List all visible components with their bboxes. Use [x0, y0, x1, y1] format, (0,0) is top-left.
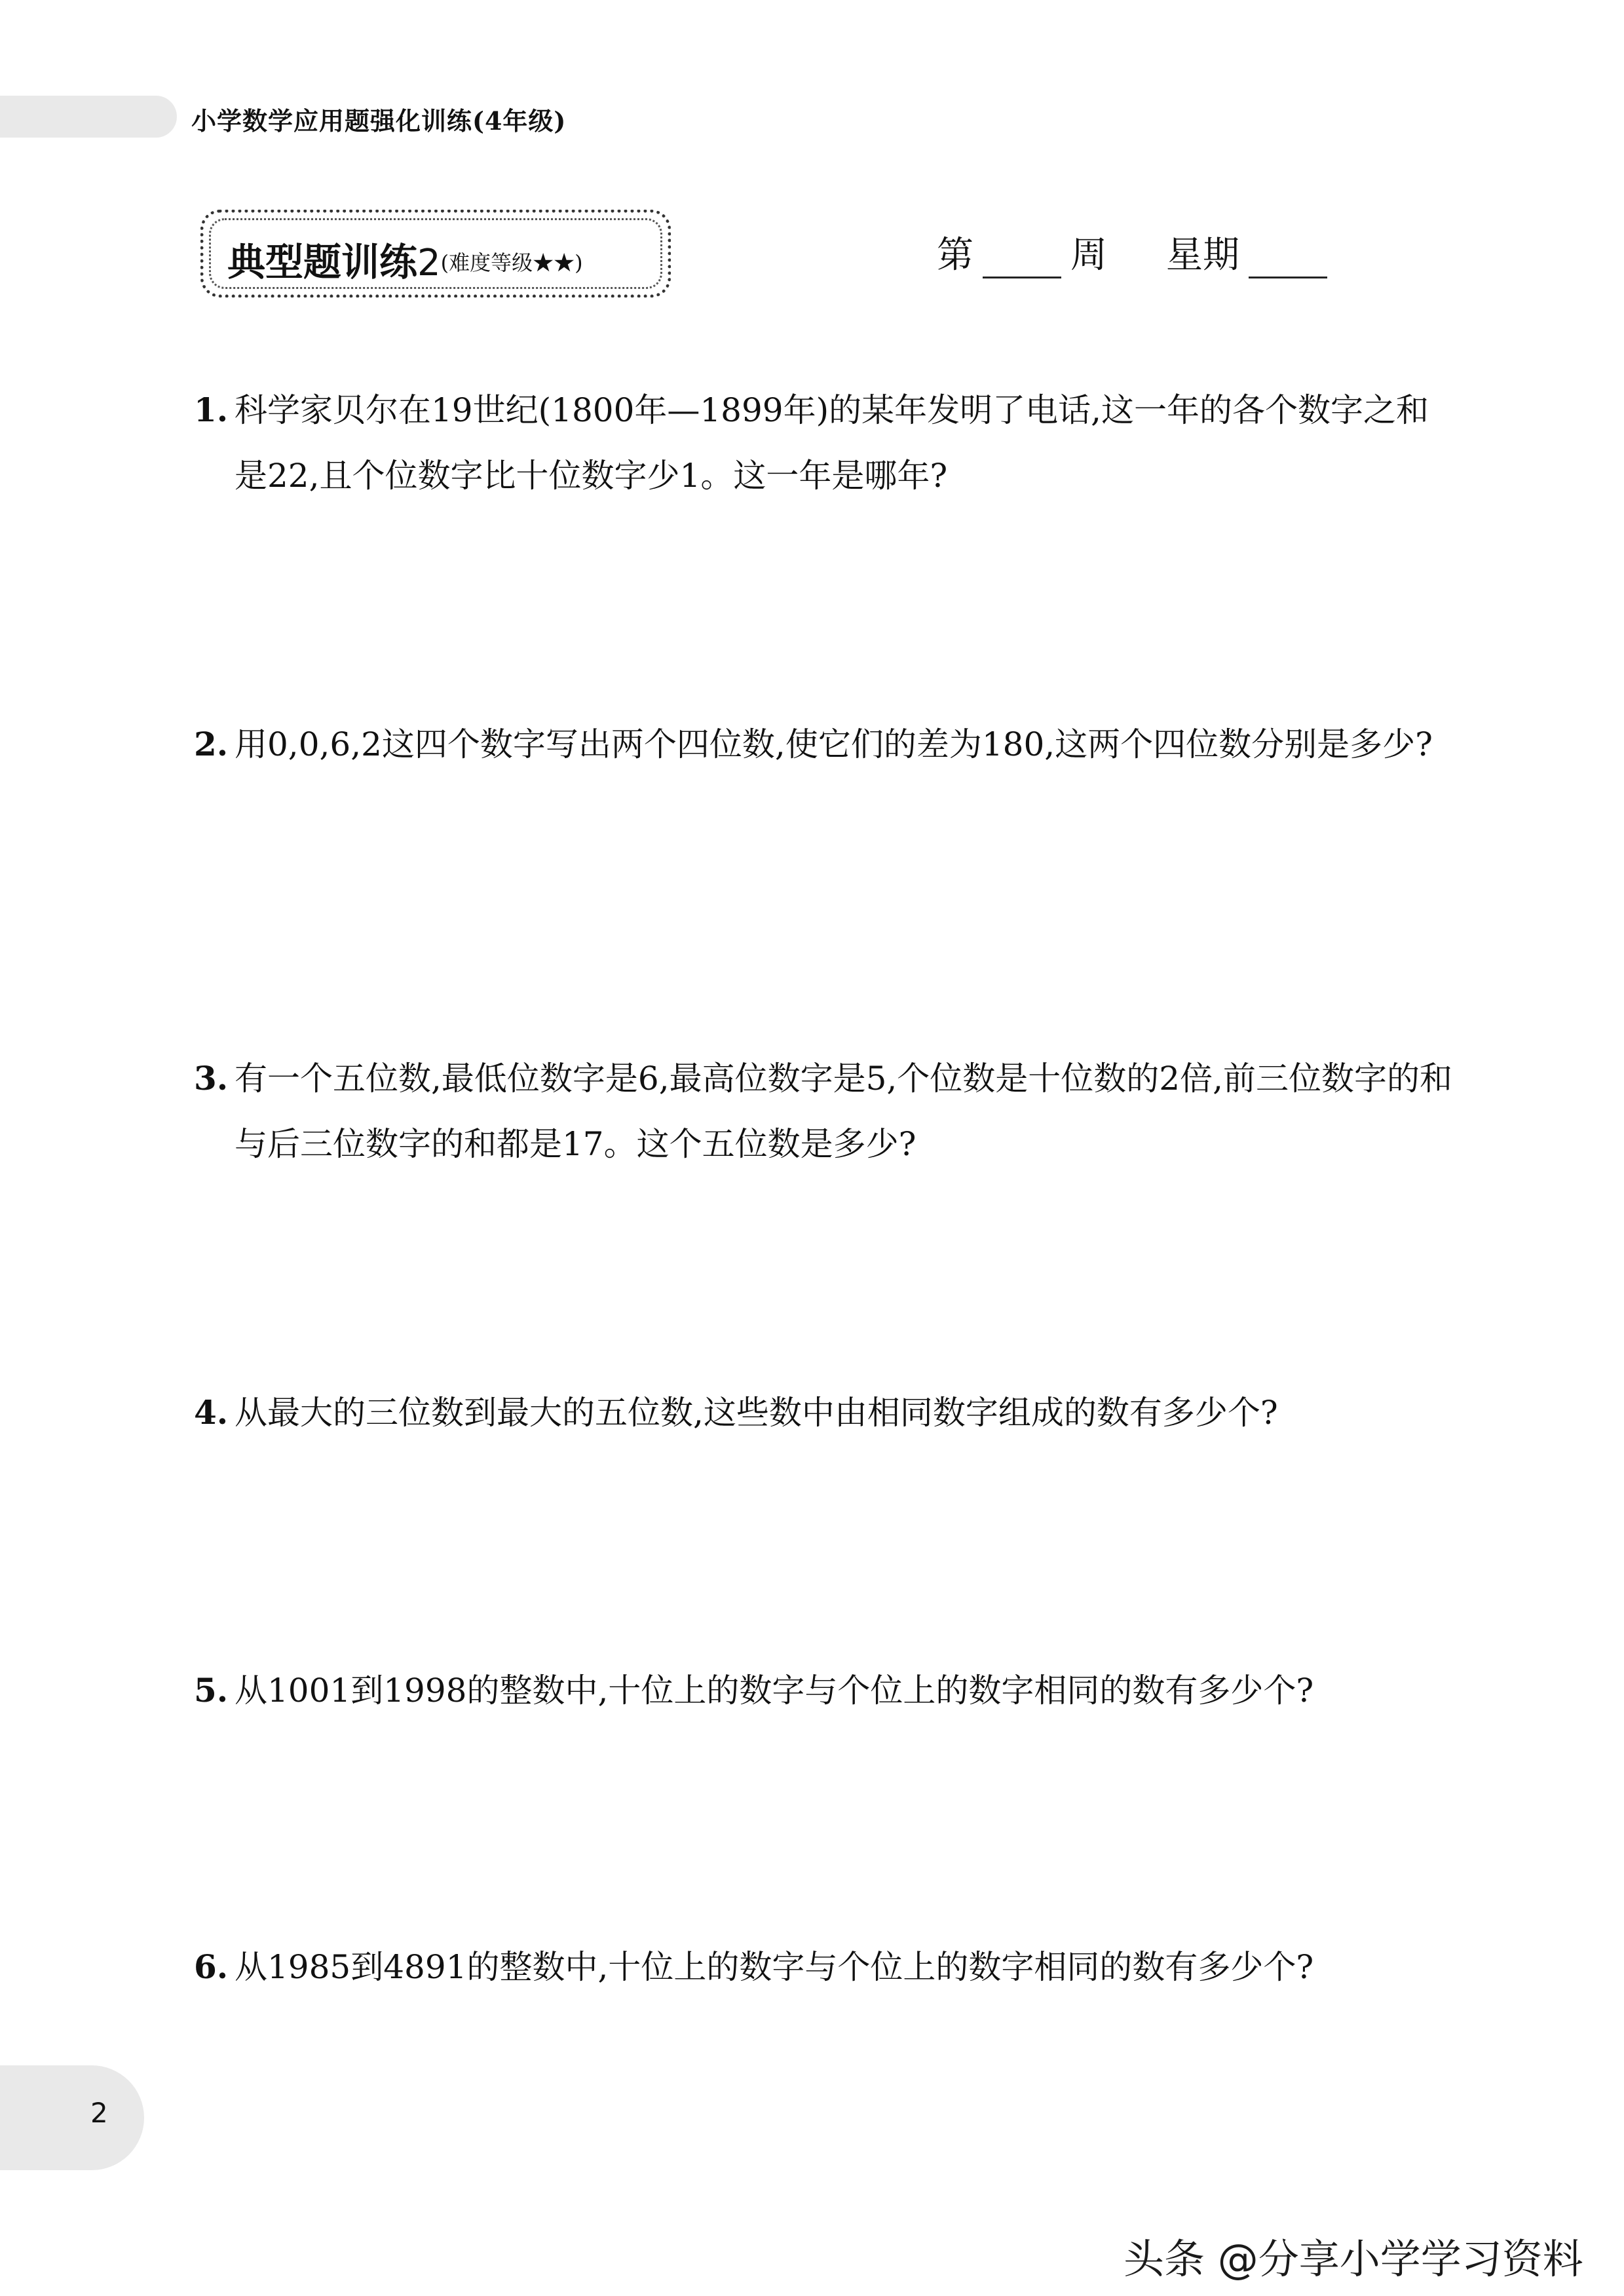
question-number: 4.	[194, 1393, 229, 1432]
question-text: 有一个五位数,最低位数字是6,最高位数字是5,个位数是十位数的2倍,前三位数字的和与后三位数字的和都是17。这个五位数是多少?	[235, 1060, 1453, 1163]
difficulty-label: (难度等级★★)	[440, 250, 583, 275]
question-3	[194, 1046, 1458, 1177]
section-number: 2	[417, 242, 441, 284]
question-number: 2.	[194, 725, 229, 763]
page-number: 2	[90, 2097, 108, 2129]
question-4	[194, 1380, 1458, 1445]
week-blank[interactable]	[983, 237, 1061, 278]
week-prefix: 第	[937, 234, 973, 277]
section-title	[227, 231, 583, 286]
running-title: 小学数学应用题强化训练(4年级)	[191, 106, 567, 136]
question-text: 从1001到1998的整数中,十位上的数字与个位上的数字相同的数有多少个?	[235, 1672, 1314, 1710]
question-number: 5.	[194, 1671, 229, 1710]
question-number: 3.	[194, 1059, 229, 1098]
question-2	[194, 712, 1458, 777]
schedule-line	[937, 226, 1336, 278]
question-5	[194, 1658, 1458, 1723]
page-tab	[0, 2065, 144, 2170]
question-text: 用0,0,6,2这四个数字写出两个四位数,使它们的差为180,这两个四位数分别是多少?	[235, 725, 1433, 763]
question-text: 从1985到4891的整数中,十位上的数字与个位上的数字相同的数有多少个?	[235, 1948, 1314, 1986]
question-6	[194, 1934, 1458, 2000]
question-text: 从最大的三位数到最大的五位数,这些数中由相同数字组成的数有多少个?	[235, 1394, 1278, 1432]
weekday-blank[interactable]	[1249, 237, 1327, 278]
question-text: 科学家贝尔在19世纪(1800年—1899年)的某年发明了电话,这一年的各个数字之和是22,且个位数字比十位数字少1。这一年是哪年?	[235, 391, 1429, 495]
question-number: 1.	[194, 391, 229, 429]
question-1	[194, 377, 1458, 508]
watermark: 头条 @分享小学学习资料	[1124, 2235, 1583, 2283]
section-title-box	[200, 210, 671, 297]
section-title-text: 典型题训练	[227, 240, 418, 284]
header-band	[0, 96, 177, 138]
weekday-label: 星期	[1166, 234, 1239, 277]
week-suffix: 周	[1070, 234, 1107, 277]
question-number: 6.	[194, 1947, 229, 1986]
